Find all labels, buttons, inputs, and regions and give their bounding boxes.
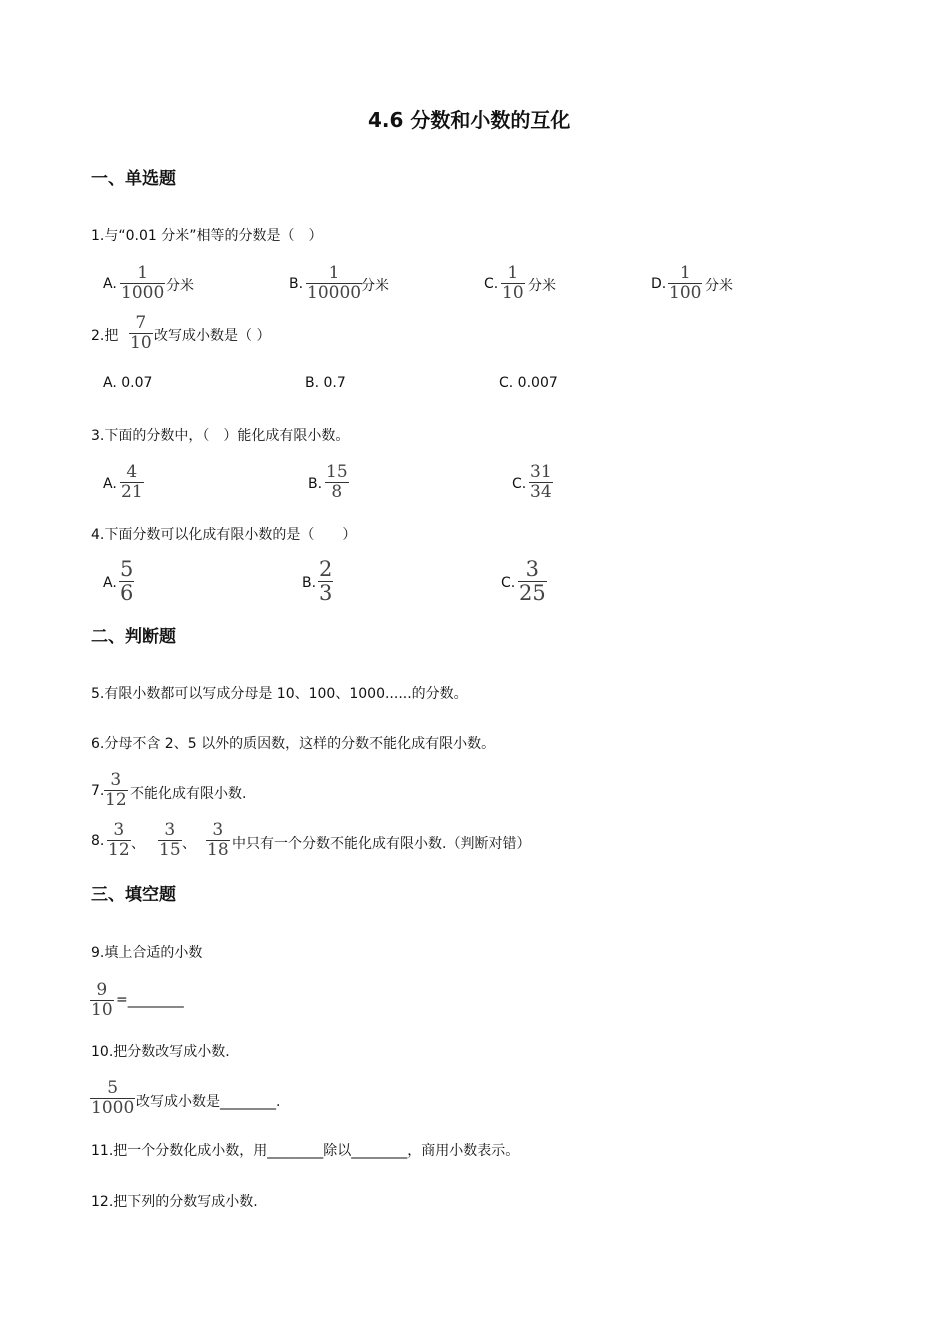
question-4-stem: 4.下面分数可以化成有限小数的是（ ） — [91, 527, 357, 543]
question-8-suffix: 中只有一个分数不能化成有限小数.（判断对错） — [232, 836, 531, 852]
fraction: 5 6 — [120, 557, 134, 605]
fraction: 1 10000 — [307, 263, 362, 303]
option-label: B. — [289, 276, 304, 292]
question-12: 12.把下列的分数写成小数. — [91, 1194, 258, 1210]
fraction: 3 12 — [108, 820, 130, 860]
fraction: 3 25 — [519, 557, 546, 605]
question-6: 6.分母不含 2、5 以外的质因数，这样的分数不能化成有限小数。 — [91, 736, 496, 752]
question-2-option-c[interactable]: C. 0.007 — [499, 375, 558, 391]
fraction: 31 34 — [530, 462, 552, 502]
option-unit: 分米 — [166, 278, 194, 294]
fraction: 2 3 — [319, 557, 333, 605]
question-10-stem: 10.把分数改写成小数. — [91, 1044, 230, 1060]
question-9-stem: 9.填上合适的小数 — [91, 945, 203, 961]
fraction: 9 10 — [91, 980, 113, 1020]
option-label: D. — [651, 276, 667, 292]
option-label: C. — [501, 575, 516, 591]
fraction: 1 10 — [502, 263, 524, 303]
fraction: 4 21 — [121, 462, 143, 502]
page-title: 4.6 分数和小数的互化 — [368, 108, 571, 132]
fraction: 5 1000 — [91, 1078, 135, 1118]
question-3-stem: 3.下面的分数中，（ ）能化成有限小数。 — [91, 428, 350, 444]
question-9-answer-blank[interactable]: =________ — [116, 992, 184, 1008]
option-unit: 分米 — [528, 278, 556, 294]
question-10-answer-blank[interactable]: 改写成小数是________. — [136, 1094, 281, 1110]
option-label: A. — [103, 476, 117, 492]
fraction: 3 15 — [159, 820, 181, 860]
question-2-option-a[interactable]: A. 0.07 — [103, 375, 153, 391]
question-8-prefix: 8. — [91, 833, 105, 849]
question-7-suffix: 不能化成有限小数. — [130, 786, 247, 802]
section-heading-single-choice: 一、单选题 — [91, 169, 176, 189]
question-2-option-b[interactable]: B. 0.7 — [305, 375, 346, 391]
option-label: C. — [512, 476, 527, 492]
fraction: 3 12 — [105, 770, 127, 810]
section-heading-true-false: 二、判断题 — [91, 627, 176, 647]
question-5: 5.有限小数都可以写成分母是 10、100、1000......的分数。 — [91, 686, 468, 702]
fraction: 3 18 — [207, 820, 229, 860]
fraction: 15 8 — [326, 462, 348, 502]
option-label: B. — [302, 575, 317, 591]
fraction: 1 1000 — [121, 263, 165, 303]
option-label: A. — [103, 575, 117, 591]
question-2-prefix: 2.把 — [91, 328, 119, 344]
option-label: A. — [103, 276, 117, 292]
section-heading-fill-blank: 三、填空题 — [91, 885, 176, 905]
separator: 、 — [182, 836, 196, 852]
fraction: 7 10 — [130, 313, 152, 353]
question-2-suffix: 改写成小数是（ ） — [154, 328, 271, 344]
question-1-stem: 1.与“0.01 分米”相等的分数是（ ） — [91, 228, 323, 244]
option-unit: 分米 — [705, 278, 733, 294]
option-unit: 分米 — [361, 278, 389, 294]
option-label: C. — [484, 276, 499, 292]
separator: 、 — [131, 836, 145, 852]
fraction: 1 100 — [669, 263, 702, 303]
question-11[interactable]: 11.把一个分数化成小数，用________除以________，商用小数表示。 — [91, 1143, 520, 1159]
option-label: B. — [308, 476, 323, 492]
question-7-prefix: 7. — [91, 783, 105, 799]
